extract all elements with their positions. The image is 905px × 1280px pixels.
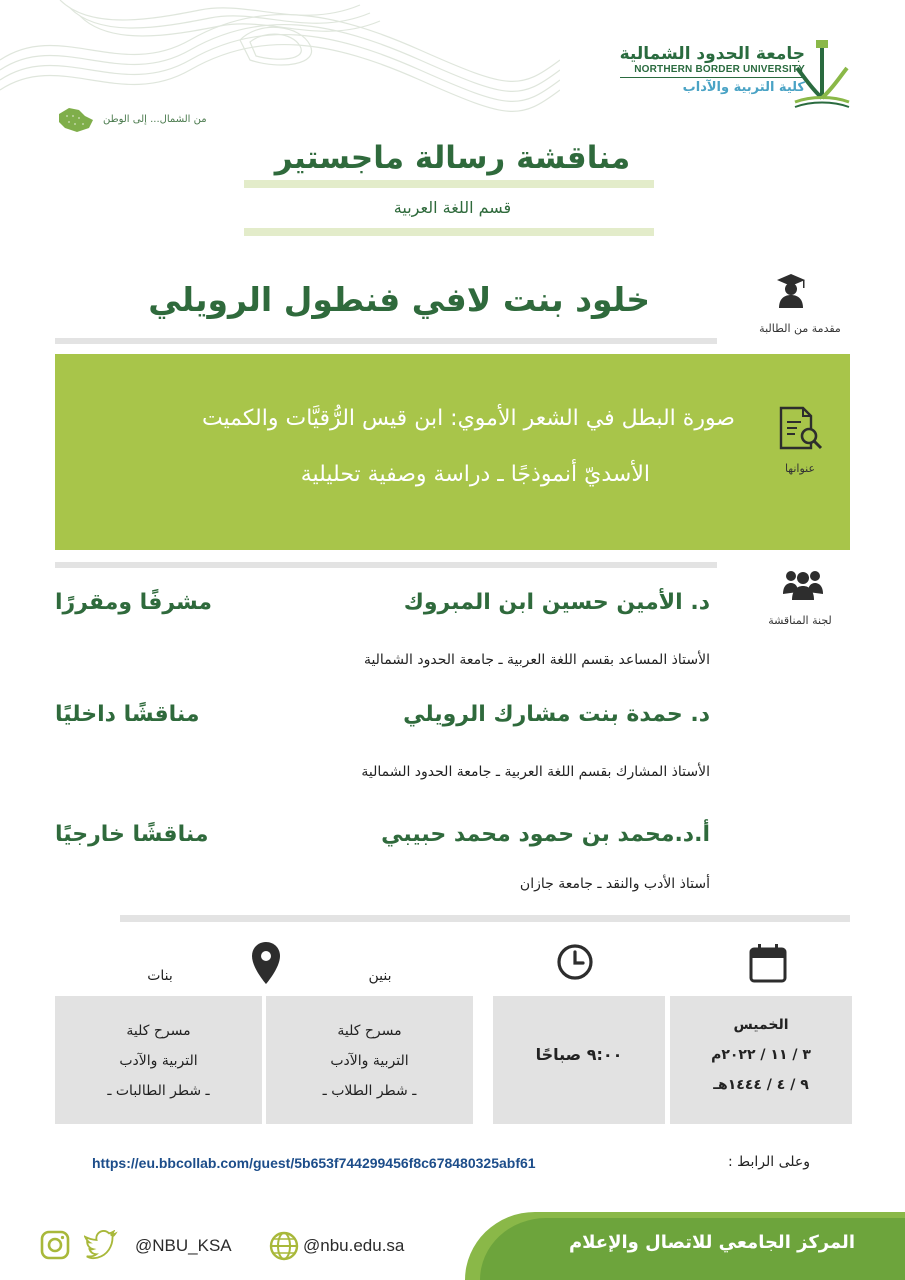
gregorian-date: ٣ / ١١ / ٢٠٢٢م — [711, 1047, 811, 1063]
girls-venue-line-2: التربية والآدب — [119, 1053, 198, 1069]
boys-venue-line-3: ـ شطر الطلاب ـ — [322, 1083, 417, 1099]
thesis-panel — [55, 354, 850, 550]
event-time: ٩:٠٠ صباحًا — [535, 1045, 623, 1064]
thesis-label: عنوانها — [784, 462, 816, 475]
subtitle-underline — [244, 228, 654, 236]
member-3-role: مناقشًا خارجيًا — [55, 822, 209, 847]
boys-label: بنين — [368, 968, 392, 984]
topographic-pattern — [0, 0, 560, 120]
member-2-role: مناقشًا داخليًا — [55, 702, 200, 727]
location-pin-icon — [250, 940, 282, 986]
girls-venue-line-3: ـ شطر الطالبات ـ — [107, 1083, 210, 1099]
event-day: الخميس — [733, 1017, 789, 1033]
time-cell — [493, 996, 665, 1124]
university-name-en: NORTHERN BORDER UNIVERSITY — [620, 64, 805, 78]
media-center-name: المركز الجامعي للاتصال والإعلام — [568, 1232, 855, 1253]
globe-icon — [268, 1230, 300, 1262]
clock-icon — [555, 942, 595, 982]
calendar-icon — [748, 942, 788, 984]
boys-venue-line-2: التربية والآدب — [330, 1053, 409, 1069]
student-label: مقدمة من الطالبة — [759, 322, 841, 335]
university-name-ar: جامعة الحدود الشمالية — [619, 44, 805, 64]
member-3-title: أستاذ الأدب والنقد ـ جامعة جازان — [519, 876, 710, 892]
member-2-title: الأستاذ المشارك بقسم اللغة العربية ـ جامعة الحدود الشمالية — [361, 764, 710, 780]
member-1-name: د. الأمين حسين ابن المبروك — [403, 590, 710, 615]
page-title: مناقشة رسالة ماجستير — [274, 140, 631, 176]
title-underline — [244, 180, 654, 188]
social-handle[interactable]: @NBU_KSA — [135, 1236, 232, 1255]
student-name: خلود بنت لافي فنطول الرويلي — [148, 280, 650, 319]
member-1-title: الأستاذ المساعد بقسم اللغة العربية ـ جامعة الحدود الشمالية — [363, 652, 710, 668]
link-label: وعلى الرابط : — [728, 1154, 810, 1170]
member-3-name: أ.د.محمد بن حمود محمد حبيبي — [381, 822, 710, 847]
boys-venue-line-1: مسرح كلية — [337, 1023, 402, 1039]
saudi-map-icon — [55, 104, 95, 134]
boys-venue-cell — [266, 996, 473, 1124]
slogan: من الشمال... إلى الوطن — [103, 113, 207, 125]
student-divider — [55, 338, 717, 344]
girls-label: بنات — [147, 968, 173, 984]
department-subtitle: قسم اللغة العربية — [393, 198, 512, 217]
committee-label: لجنة المناقشة — [768, 614, 832, 627]
graduate-icon — [773, 272, 809, 308]
thesis-title-line-2: الأسديّ أنموذجًا ـ دراسة وصفية تحليلية — [300, 462, 650, 487]
website-link[interactable]: @nbu.edu.sa — [303, 1236, 405, 1255]
university-name-block — [620, 44, 805, 95]
twitter-icon[interactable] — [84, 1230, 118, 1260]
college-name: كلية التربية والآداب — [682, 80, 805, 95]
committee-group-icon — [781, 566, 825, 602]
session-link[interactable]: https://eu.bbcollab.com/guest/5b653f744299456f8c678480325abf61 — [92, 1155, 536, 1171]
member-1-role: مشرفًا ومقررًا — [55, 590, 213, 615]
girls-venue-line-1: مسرح كلية — [126, 1023, 191, 1039]
member-2-name: د. حمدة بنت مشارك الرويلي — [403, 702, 710, 727]
thesis-title-line-1: صورة البطل في الشعر الأموي: ابن قيس الرُّقيَّات والكميت — [201, 406, 735, 431]
vision-tag — [55, 104, 207, 134]
date-cell — [670, 996, 852, 1124]
document-search-icon — [775, 404, 825, 454]
committee-divider — [55, 562, 717, 568]
schedule-divider — [120, 915, 850, 922]
girls-venue-cell — [55, 996, 262, 1124]
instagram-icon[interactable] — [40, 1230, 70, 1260]
hijri-date: ٩ / ٤ / ١٤٤٤هـ — [713, 1077, 809, 1093]
